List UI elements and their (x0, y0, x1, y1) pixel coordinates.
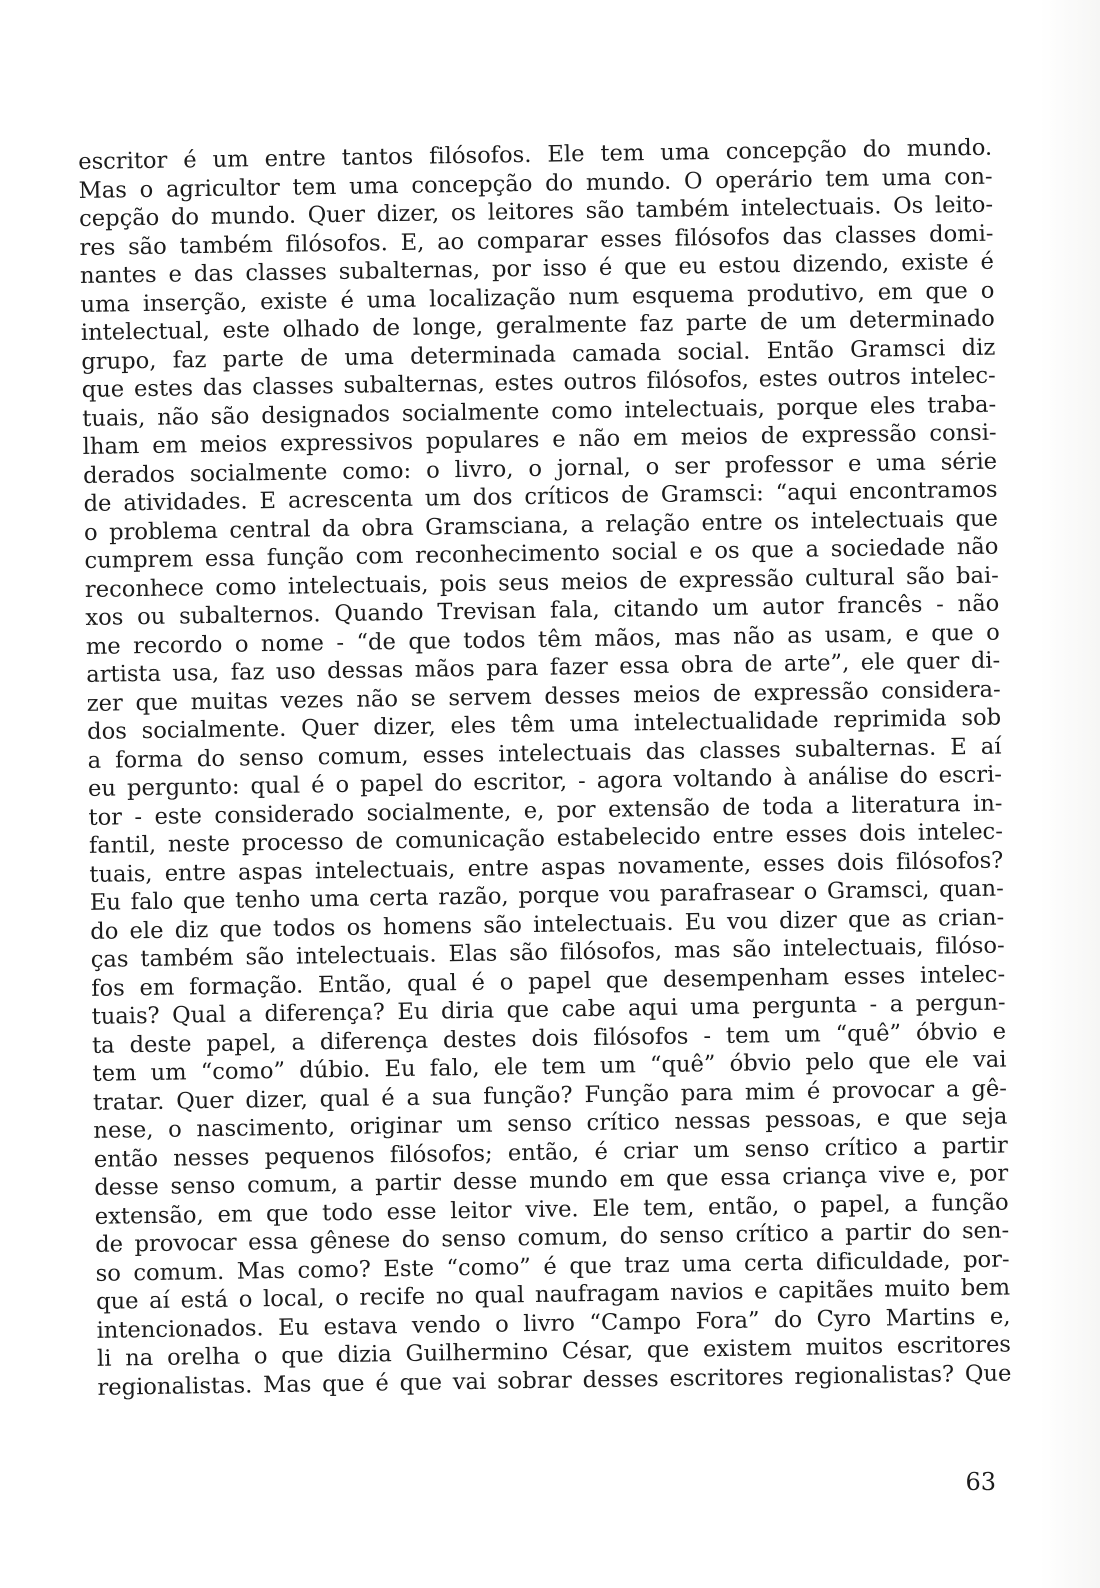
text-line: tuais, não são designados socialmente como intelectuais, porque eles traba- (82, 391, 997, 432)
text-line: reconhece como intelectuais, pois seus meios de expressão cultural são bai- (84, 562, 1000, 603)
text-line: que estes das classes subalternas, estes outros filósofos, estes outros intelec- (81, 362, 996, 403)
text-line: de atividades. E acrescenta um dos críticos de Gramsci: “aqui encontramos (83, 476, 998, 517)
text-line: zer que muitas vezes não se servem desses meios de expressão considera- (86, 676, 1001, 717)
text-line: uma inserção, existe é uma localização num esquema produtivo, em que o (80, 277, 995, 318)
text-line: nantes e das classes subalternas, por isso é que eu estou dizendo, existe é (79, 248, 995, 289)
text-line: fos em formação. Então, qual é o papel que desempenham esses intelec- (90, 961, 1006, 1002)
text-line: cepção do mundo. Quer dizer, os leitores são também intelectuais. Os leito- (78, 191, 994, 232)
text-line: que aí está o local, o recife no qual naufragam navios e capitães muito bem (95, 1274, 1011, 1315)
text-line: eu pergunto: qual é o papel do escritor, - agora voltando à análise do escri- (87, 761, 1003, 802)
text-line: fantil, neste processo de comunicação estabelecido entre esses dois intelec- (88, 818, 1004, 859)
text-line: regionalistas. Mas que é que vai sobrar desses escritores regionalistas? Que (97, 1359, 1012, 1401)
text-line: ças também são intelectuais. Elas são filósofos, mas são intelectuais, filóso- (90, 932, 1005, 973)
text-line: lham em meios expressivos populares e não em meios de expressão consi- (82, 419, 997, 460)
text-line: so comum. Mas como? Este “como” é que traz uma certa dificuldade, por- (95, 1246, 1010, 1287)
text-line: tratar. Quer dizer, qual é a sua função? Função para mim é provocar a gê- (92, 1075, 1008, 1116)
text-line: do ele diz que todos os homens são intelectuais. Eu vou dizer que as crian- (90, 904, 1005, 945)
text-line: a forma do senso comum, esses intelectuais das classes subalternas. E aí (87, 733, 1002, 774)
page-body-text (78, 134, 1012, 1402)
text-line: o problema central da obra Gramsciana, a relação entre os intelectuais que (83, 505, 999, 546)
text-line: tem um “como” dúbio. Eu falo, ele tem um “quê” óbvio pelo que ele vai (92, 1046, 1007, 1087)
text-line: Mas o agricultor tem uma concepção do mundo. O operário tem uma con- (78, 163, 993, 204)
text-line: Eu falo que tenho uma certa razão, porque vou parafrasear o Gramsci, quan- (89, 875, 1004, 916)
text-line: li na orelha o que dizia Guilhermino César, que existem muitos escritores (96, 1331, 1012, 1372)
text-line: derados socialmente como: o livro, o jornal, o ser professor e uma série (82, 448, 998, 489)
text-line: escritor é um entre tantos filósofos. Ele tem uma concepção do mundo. (78, 134, 993, 175)
text-line: tuais, entre aspas intelectuais, entre aspas novamente, esses dois filósofos? (89, 847, 1004, 888)
text-line: tor - este considerado socialmente, e, por extensão de toda a literatura in- (88, 790, 1003, 831)
text-line: intencionados. Eu estava vendo o livro “Campo Fora” do Cyro Martins e, (96, 1302, 1011, 1344)
text-line: grupo, faz parte de uma determinada camada social. Então Gramsci diz (81, 334, 996, 375)
text-line: intelectual, este olhado de longe, geralmente faz parte de um determinado (80, 305, 995, 346)
text-line: desse senso comum, a partir desse mundo em que essa criança vive e, por (94, 1160, 1009, 1201)
text-line: ta deste papel, a diferença destes dois filósofos - tem um “quê” óbvio e (91, 1018, 1007, 1059)
page-edge-shadow (1040, 0, 1100, 1588)
text-line: xos ou subalternos. Quando Trevisan fala, citando um autor francês - não (85, 590, 1000, 631)
text-line: cumprem essa função com reconhecimento social e os que a sociedade não (84, 533, 999, 574)
text-line: artista usa, faz uso dessas mãos para fazer essa obra de arte”, ele quer di- (86, 647, 1001, 688)
text-line: me recordo o nome - “de que todos têm mãos, mas não as usam, e que o (85, 619, 1000, 660)
text-line: de provocar essa gênese do senso comum, do senso crítico a partir do sen- (95, 1217, 1010, 1258)
text-line: então nesses pequenos filósofos; então, é criar um senso crítico a partir (93, 1132, 1008, 1173)
text-line: res são também filósofos. E, ao comparar esses filósofos das classes domi- (79, 220, 994, 261)
text-line: dos socialmente. Quer dizer, eles têm uma intelectualidade reprimida sob (86, 704, 1002, 745)
text-line: extensão, em que todo esse leitor vive. Ele tem, então, o papel, a função (94, 1189, 1009, 1230)
text-line: nese, o nascimento, originar um senso crítico nessas pessoas, e que seja (93, 1103, 1008, 1144)
page-number: 63 (965, 1468, 996, 1496)
text-line: tuais? Qual a diferença? Eu diria que cabe aqui uma pergunta - a pergun- (91, 989, 1006, 1030)
